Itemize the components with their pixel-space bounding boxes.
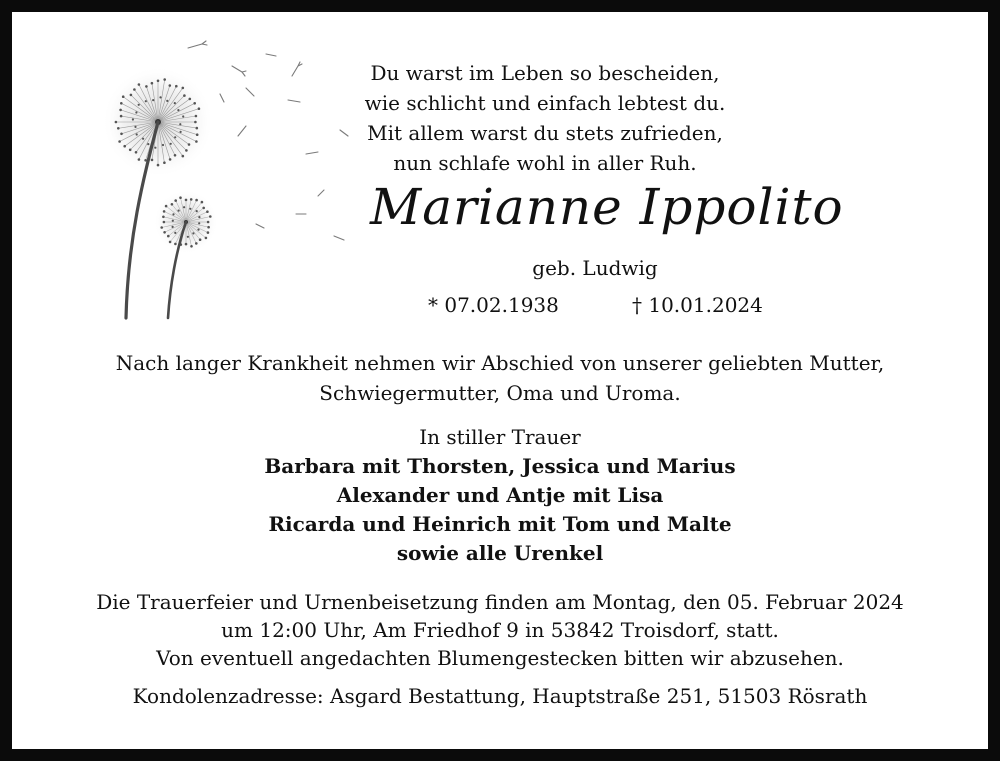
poem	[350, 58, 740, 178]
birth-date: * 07.02.1938	[428, 293, 559, 317]
poem-line: Du warst im Leben so bescheiden,	[370, 61, 720, 85]
maiden-name: geb. Ludwig	[532, 256, 658, 280]
farewell-line: Nach langer Krankheit nehmen wir Abschied von unserer geliebten Mutter,	[115, 351, 885, 375]
mourner-line: Alexander und Antje mit Lisa	[336, 483, 664, 507]
deceased-name: Marianne Ippolito	[370, 178, 844, 236]
farewell-line: Schwiegermutter, Oma und Uroma.	[319, 381, 681, 405]
service-line: Von eventuell angedachten Blumengestecken bitten wir abzusehen.	[156, 646, 844, 670]
dandelion-illustration	[96, 36, 366, 326]
poem-line: wie schlicht und einfach lebtest du.	[364, 91, 726, 115]
mourners-block	[250, 423, 750, 568]
service-line: Die Trauerfeier und Urnenbeisetzung finden am Montag, den 05. Februar 2024	[96, 590, 904, 614]
condolence-address: Kondolenzadresse: Asgard Bestattung, Hauptstraße 251, 51503 Rösrath	[132, 684, 868, 708]
farewell-text	[40, 348, 960, 408]
service-details	[20, 588, 980, 672]
mourner-line: Ricarda und Heinrich mit Tom und Malte	[268, 512, 732, 536]
poem-line: Mit allem warst du stets zufrieden,	[367, 121, 723, 145]
mourner-line: Barbara mit Thorsten, Jessica und Marius	[264, 454, 736, 478]
mourning-intro: In stiller Trauer	[419, 425, 581, 449]
poem-line: nun schlafe wohl in aller Ruh.	[393, 151, 697, 175]
death-date: † 10.01.2024	[632, 293, 763, 317]
service-line: um 12:00 Uhr, Am Friedhof 9 in 53842 Troisdorf, statt.	[221, 618, 779, 642]
mourner-line: sowie alle Urenkel	[396, 541, 604, 565]
